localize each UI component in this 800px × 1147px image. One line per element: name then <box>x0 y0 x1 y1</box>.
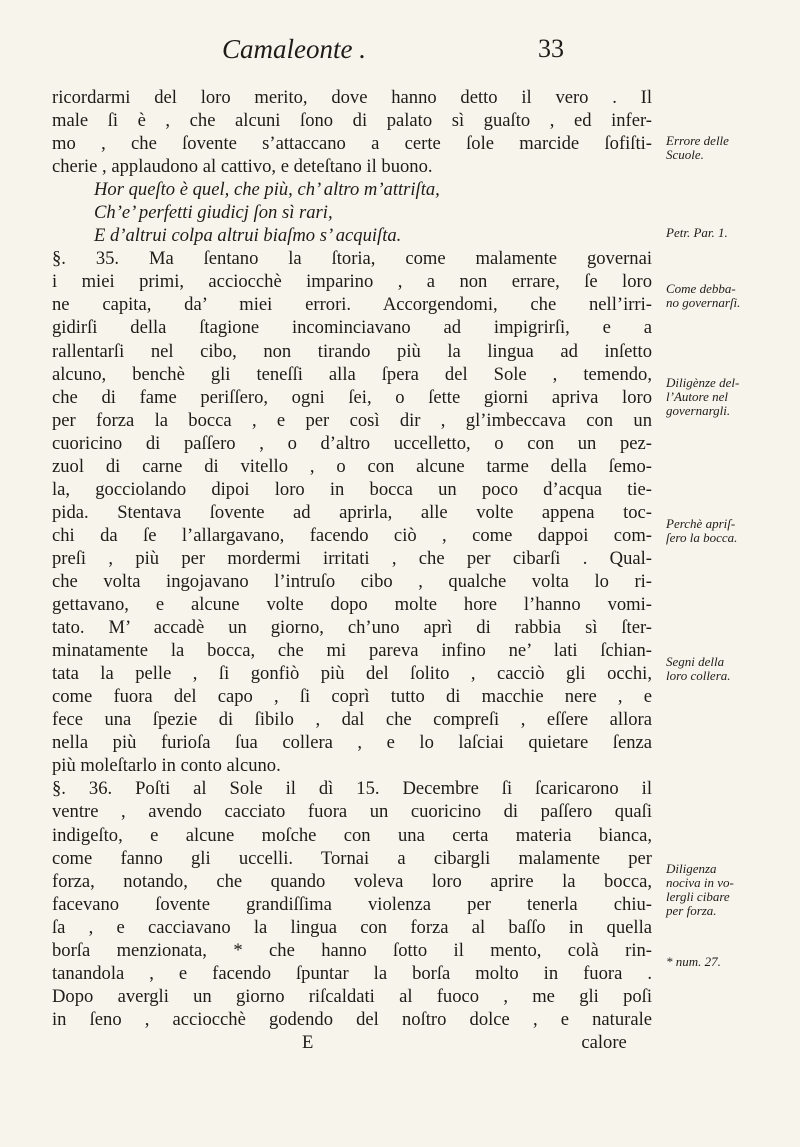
page-number: 33 <box>538 34 564 63</box>
margin-note-line: * num. 27. <box>666 953 721 969</box>
text-line: §. 36. Poſti al Sole il dì 15. Decembre ſi ſcaricarono il <box>52 778 652 800</box>
margin-note-line: ſero la bocca. <box>666 529 738 545</box>
margin-note-line: no governarſi. <box>666 294 741 310</box>
text-line: che di fame periſſero, ogni ſei, o ſette giorni apriva loro <box>52 386 652 408</box>
margin-note-line: Diligènze del- <box>666 375 740 391</box>
text-line: borſa menzionata, * che hanno ſotto il mento, colà rin- <box>52 939 652 961</box>
margin-note-line: per forza. <box>666 903 717 919</box>
margin-note <box>666 376 796 418</box>
margin-note <box>666 226 796 240</box>
text-line: Dopo avergli un giorno riſcaldati al fuoco , me gli poſi <box>52 985 652 1007</box>
text-line: ricordarmi del loro merito, dove hanno detto il vero . Il <box>52 87 652 108</box>
text-line: chi da ſe l’allargavano, facendo ciò , come dappoi com- <box>52 524 652 546</box>
margin-note-line: Petr. Par. 1. <box>666 225 728 241</box>
margin-note-line: Segni della <box>666 654 725 670</box>
margin-note-line: Perchè apriſ- <box>666 515 736 531</box>
text-line: forza, notando, che quando voleva loro aprire la bocca, <box>52 870 652 892</box>
text-line: cuoricino di paſſero , o d’altro uccelletto, o con un pez- <box>52 432 652 454</box>
running-header <box>0 34 800 74</box>
text-line: come fuora del capo , ſi coprì tutto di macchie nere , e <box>52 686 652 708</box>
main-text-block <box>52 86 652 1054</box>
margin-note-line: lergli cibare <box>666 889 730 905</box>
text-line: preſi , più per mordermi irritati , che per cibarſi . Qual- <box>52 547 652 569</box>
verse-line: Ch’e’ perfetti giudicj ſon sì rari, <box>94 202 333 224</box>
margin-note <box>666 134 796 162</box>
text-line: ſa , e cacciavano la lingua con forza al baſſo in quella <box>52 916 652 938</box>
text-line: indigeſto, e alcune moſche con una certa materia bianca, <box>52 824 652 846</box>
text-line: male ſi è , che alcuni ſono di palato sì guaſto , ed infer- <box>52 110 652 132</box>
margin-note-line: governargli. <box>666 403 731 419</box>
text-line: che volta ingojavano l’intruſo cibo , qualche volta lo ri- <box>52 570 652 592</box>
text-line: tato. M’ accadè un giorno, ch’uno aprì di rabbia sì ſter- <box>52 617 652 639</box>
text-line: cherie , applaudono al cattivo, e deteſtano il buono. <box>52 156 433 178</box>
text-line: per forza la bocca , e per così dir , gl’imbeccava con un <box>52 409 652 431</box>
margin-note-line: Come debba- <box>666 280 736 296</box>
text-line: minatamente la bocca, che mi pareva infino ne’ lati ſchian- <box>52 640 652 662</box>
catchword-line <box>52 1031 652 1054</box>
margin-note-line: Diligenza <box>666 861 717 877</box>
text-line: i miei primi, acciocchè imparino , a non errare, ſe loro <box>52 271 652 293</box>
margin-note <box>666 955 796 969</box>
margin-note-line: nociva in vo- <box>666 875 734 891</box>
text-line: ventre , avendo cacciato fuora un cuoricino di paſſero quaſi <box>52 801 652 823</box>
verse-line: E d’altrui colpa altrui biaſmo s’ acquiſta. <box>94 225 402 247</box>
running-title: Camaleonte . <box>222 34 366 64</box>
text-line: §. 35. Ma ſentano la ſtoria, come malamente governai <box>52 248 652 270</box>
text-line: gidirſi della ſtagione incominciavano ad impigrirſi, e a <box>52 317 652 339</box>
text-line: zuol di carne di vitello , o con alcune tarme della ſemo- <box>52 455 652 477</box>
margin-note <box>666 282 796 310</box>
text-line: più moleſtarlo in conto alcuno. <box>52 755 281 777</box>
margin-note <box>666 862 796 918</box>
text-line: pida. Stentava ſovente ad aprirla, alle volte appena toc- <box>52 501 652 523</box>
margin-note <box>666 517 796 545</box>
verse-line: Hor queſto è quel, che più, ch’ altro m’attriſta, <box>94 179 440 201</box>
catchword: calore <box>581 1031 627 1053</box>
text-line: ne capita, da’ miei errori. Accorgendomi, che nell’irri- <box>52 294 652 316</box>
text-line: in ſeno , acciocchè godendo del noſtro dolce , e naturale <box>52 1008 652 1030</box>
text-line: nella più furioſa ſua collera , e lo laſciai quietare ſenza <box>52 732 652 754</box>
text-line: la, gocciolando dipoi loro in bocca un poco d’acqua tie- <box>52 478 652 500</box>
margin-note <box>666 655 796 683</box>
margin-note-line: Scuole. <box>666 147 704 163</box>
margin-note-line: Errore delle <box>666 133 729 149</box>
signature-mark: E <box>302 1031 314 1053</box>
text-line: tanandola , e facendo ſpuntar la borſa molto in fuora . <box>52 962 652 984</box>
margin-note-line: loro collera. <box>666 668 731 684</box>
margin-note-line: l’Autore nel <box>666 389 728 405</box>
text-line: come fanno gli uccelli. Tornai a cibargli malamente per <box>52 847 652 869</box>
text-line: fece una ſpezie di ſibilo , dal che compreſi , eſſere allora <box>52 709 652 731</box>
text-line: rallentarſi nel cibo, non tirando più la lingua ad inſetto <box>52 340 652 362</box>
text-line: facevano ſovente grandiſſima violenza per tenerla chiu- <box>52 893 652 915</box>
text-line: gettavano, e alcune volte dopo molte hore l’hanno vomi- <box>52 594 652 616</box>
text-line: alcuno, benchè gli teneſſi alla ſpera del Sole , temendo, <box>52 363 652 385</box>
text-line: mo , che ſovente s’attaccano a certe ſole marcide ſofiſti- <box>52 133 652 155</box>
text-line: tata la pelle , ſi gonfiò più del ſolito , cacciò gli occhi, <box>52 663 652 685</box>
